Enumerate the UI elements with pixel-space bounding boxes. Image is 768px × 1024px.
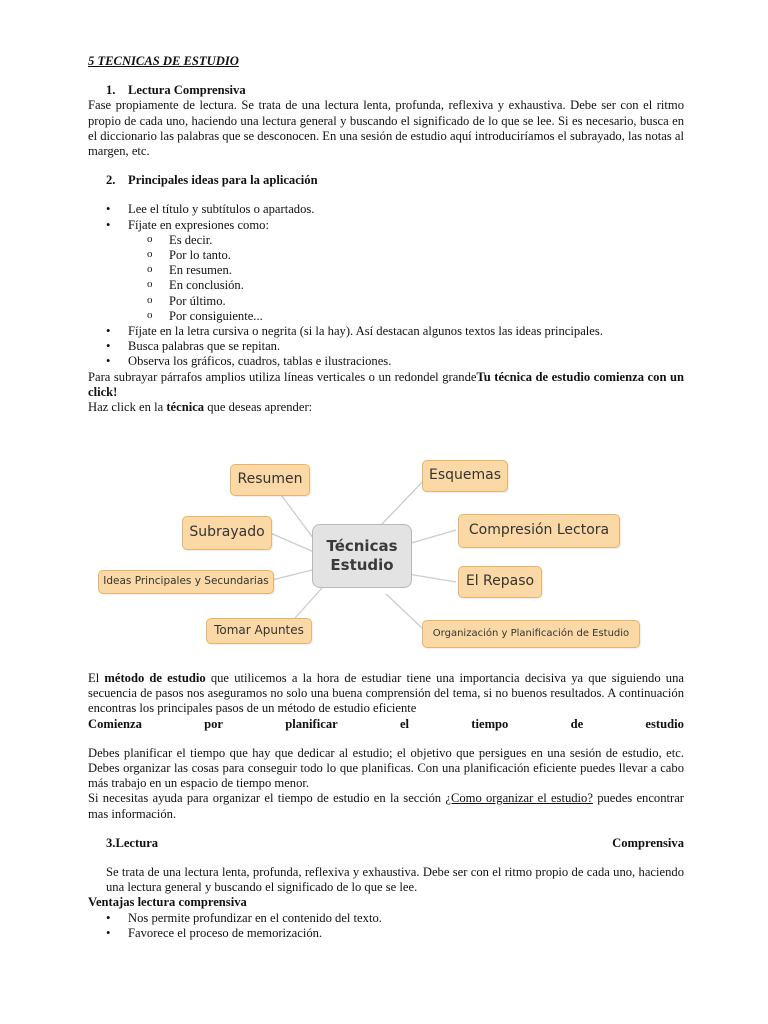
list-item: • Favorece el proceso de memorización. [88, 926, 684, 941]
node-organizacion-planificacion[interactable]: Organización y Planificación de Estudio [422, 620, 640, 648]
organizar-estudio-link[interactable]: ¿Como organizar el estudio? [445, 791, 593, 806]
node-ideas-principales[interactable]: Ideas Principales y Secundarias [98, 570, 274, 594]
section1-paragraph: Fase propiamente de lectura. Se trata de una lectura lenta, profunda, reflexiva y exhaustiva. Debe ser con el ritmo propio de cada uno, haciendo una lectura general y buscando el significado de lo que se lee. Si es necesario, busca en el diccionario las palabras que se desconocen. En una sesión de estudio aquí introduciríamos el subrayado, las notas al margen, etc. [88, 98, 684, 159]
mindmap-center-node [312, 524, 412, 588]
comienza-word: Comienza [88, 716, 142, 731]
list-item: • Nos permite profundizar en el contenido del texto. [88, 911, 684, 926]
sub-list-item: o Por consiguiente... [88, 309, 684, 324]
node-comprension-lectora[interactable]: Compresión Lectora [458, 514, 620, 548]
click-instruction-end: que deseas aprender: [204, 400, 313, 415]
sub-list-item: o Por lo tanto. [88, 248, 684, 263]
document-page [88, 54, 684, 415]
node-esquemas[interactable]: Esquemas [422, 460, 508, 492]
section1-heading [88, 83, 684, 98]
connector-repaso [408, 574, 456, 582]
document-title: 5 TECNICAS DE ESTUDIO [88, 54, 239, 68]
comienza-word: de [570, 716, 584, 731]
node-tomar-apuntes[interactable]: Tomar Apuntes [206, 618, 312, 644]
section2-number: 2. [106, 173, 116, 188]
sub-list-item: o Es decir. [88, 233, 684, 248]
center-line1: Técnicas [326, 537, 398, 555]
metodo-rest: que utilicemos a la hora de estudiar tiene una importancia decisiva ya que siguiendo una secuencia de pasos nos aseguramos no solo una buena comprensión del tema, si no buenos resultados. A continuación encontras los principales pasos de un método de estudio eficiente [88, 671, 684, 716]
planificar-paragraph: Debes planificar el tiempo que hay que dedicar al estudio; el objetivo que persigues en una sesión de estudio, etc. Debes organizar las cosas para conseguir todo lo que planificas. Con una planificación eficiente puedes llevar a cabo más trabajo en un espacio de tiempo menor. [88, 745, 684, 791]
section1-heading-text: Lectura Comprensiva [128, 83, 246, 98]
ideas-list [88, 202, 684, 369]
metodo-paragraph [88, 671, 684, 717]
ayuda-paragraph [88, 791, 684, 821]
list-item: • Observa los gráficos, cuadros, tablas e ilustraciones. [88, 354, 684, 369]
section2-heading [88, 173, 684, 188]
connector-organizacion [386, 594, 422, 628]
techniques-mindmap [96, 452, 646, 658]
center-line2: Estudio [330, 556, 394, 574]
ventajas-list [88, 911, 684, 941]
section1-number: 1. [106, 83, 116, 98]
comienza-heading [88, 717, 684, 732]
ayuda-end: puedes encontrar mas información. [88, 791, 684, 821]
list-item: • Fíjate en expresiones como: [88, 218, 684, 233]
connector-subrayado [268, 532, 314, 552]
node-el-repaso[interactable]: El Repaso [458, 566, 542, 598]
sub-list-item: o Por último. [88, 294, 684, 309]
sub-list-item: o En resumen. [88, 263, 684, 278]
section3-heading-right: Comprensiva [612, 835, 684, 850]
section2-heading-text: Principales ideas para la aplicación [128, 173, 318, 188]
node-resumen[interactable]: Resumen [230, 464, 310, 496]
connector-comprension [408, 530, 456, 544]
click-instruction-start: Haz click en la [88, 400, 167, 415]
section3-paragraph: Se trata de una lectura lenta, profunda, reflexiva y exhaustiva. Debe ser con el ritmo propio de cada uno, haciendo una lectura general y buscando el significado de lo que se lee. [106, 865, 684, 895]
click-cta-text[interactable]: Tu técnica de estudio comienza con un click! [88, 369, 684, 399]
subrayar-paragraph [88, 370, 684, 400]
connector-ideas [272, 570, 312, 580]
document-page-lower [88, 671, 684, 941]
list-item: • Fíjate en la letra cursiva o negrita (si la hay). Así destacan algunos textos las ideas principales. [88, 324, 684, 339]
comienza-word: tiempo [471, 716, 509, 731]
node-subrayado[interactable]: Subrayado [182, 516, 272, 550]
click-instruction [88, 400, 684, 415]
list-item: • Busca palabras que se repitan. [88, 339, 684, 354]
section3-heading-left: 3.Lectura [106, 835, 159, 850]
metodo-bold: método de estudio [104, 671, 206, 685]
comienza-word: estudio [645, 716, 684, 731]
section3-heading [88, 836, 684, 851]
ayuda-start: Si necesitas ayuda para organizar el tiempo de estudio en la sección [88, 791, 446, 806]
click-instruction-bold: técnica [166, 400, 205, 415]
comienza-word: planificar [285, 716, 338, 731]
subrayar-text: Para subrayar párrafos amplios utiliza líneas verticales o un redondel grande [88, 369, 477, 384]
list-item: • Lee el título y subtítulos o apartados. [88, 202, 684, 217]
comienza-word: el [399, 716, 410, 731]
sub-list-item: o En conclusión. [88, 278, 684, 293]
comienza-word: por [204, 716, 223, 731]
metodo-start: El [88, 671, 105, 685]
ventajas-heading: Ventajas lectura comprensiva [88, 895, 247, 910]
